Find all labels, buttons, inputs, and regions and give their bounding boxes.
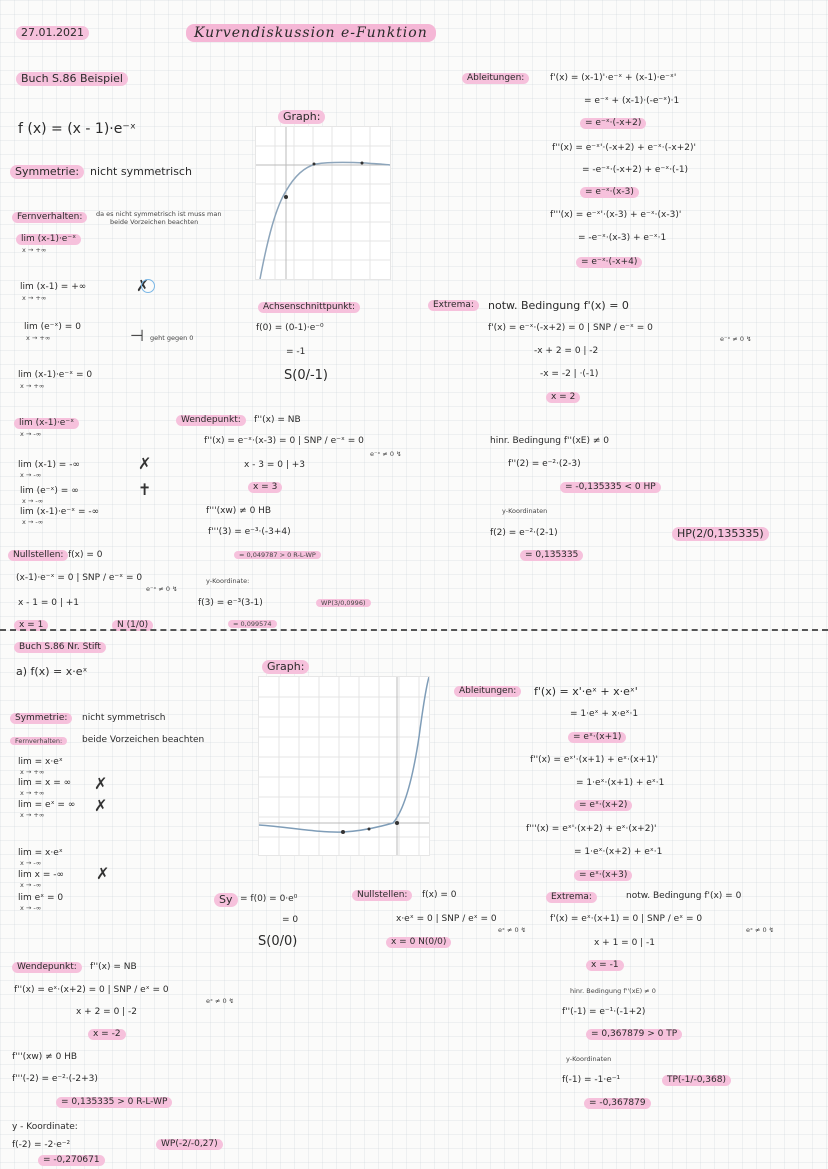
cross-mark-icon: ✗	[138, 454, 152, 473]
ext-2-line6: f''(-1) = e⁻¹·(-1+2)	[562, 1007, 646, 1017]
limit-3-note: geht gegen 0	[150, 334, 194, 342]
book-reference-1: Buch S.86 Beispiel	[16, 72, 128, 86]
abl-1-line6: = e⁻ˣ·(x-3)	[580, 187, 639, 198]
limit2-4-sub: x → -∞	[20, 859, 42, 867]
abl-1-line1: f'(x) = (x-1)'·e⁻ˣ + (x-1)·e⁻ˣ'	[550, 73, 677, 83]
extrema-label-1: Extrema:	[428, 300, 479, 311]
limit-4: lim (x-1)·e⁻ˣ = 0	[18, 370, 93, 380]
nullstellen-2-line2b: eˣ ≠ 0 ↯	[498, 926, 527, 934]
ext-1-line11: = 0,135335	[520, 550, 583, 561]
ext-2-line8: y-Koordinaten	[566, 1055, 612, 1063]
limit-5-sub: x → -∞	[20, 430, 42, 438]
wende-1-line7: = 0,049787 > 0 R-L-WP	[234, 551, 321, 559]
sy-label-2: Sy	[214, 893, 238, 907]
nullstellen-label-1: Nullstellen:	[8, 550, 68, 561]
ext-2-line7: = 0,367879 > 0 TP	[586, 1029, 682, 1040]
check-mark-icon: ✗	[136, 276, 150, 295]
limit2-3: lim = eˣ = ∞	[18, 800, 76, 810]
cross-mark-icon-4: ✗	[96, 864, 110, 883]
wende-1-result: WP(3/0,0996)	[316, 599, 371, 607]
wende-2-result: WP(-2/-0,27)	[156, 1139, 223, 1150]
achsen-1-line1: f(0) = (0-1)·e⁻⁰	[256, 323, 324, 333]
limit2-5: lim x = -∞	[18, 870, 64, 880]
limit-8-sub: x → -∞	[22, 518, 44, 526]
nullstellen-1-line4: x = 1	[14, 620, 48, 631]
circle-mark-icon	[141, 279, 155, 293]
nullstellen-1-line2: (x-1)·e⁻ˣ = 0 | SNP / e⁻ˣ = 0	[16, 573, 143, 583]
wendepunkt-label-2: Wendepunkt:	[12, 962, 82, 973]
wende-2-line6: f'''(-2) = e⁻²·(-2+3)	[12, 1074, 98, 1084]
wende-2-line10: = -0,270671	[38, 1155, 105, 1166]
abl-2-line6: = eˣ·(x+2)	[574, 800, 632, 811]
nullstellen-2-line3: x = 0 N(0/0)	[386, 937, 451, 948]
wende-2-line5: f'''(xw) ≠ 0 HB	[12, 1052, 78, 1062]
abl-2-line7: f'''(x) = eˣ'·(x+2) + eˣ·(x+2)'	[526, 824, 657, 834]
ext-2-line5: hinr. Bedingung f''(xE) ≠ 0	[570, 987, 656, 995]
abl-2-line5: = 1·eˣ·(x+1) + eˣ·1	[576, 778, 665, 788]
abl-2-line1: f'(x) = x'·eˣ + x·eˣ'	[534, 685, 638, 698]
ext-1-line3: -x + 2 = 0 | -2	[534, 346, 599, 356]
wende-1-line6: f'''(3) = e⁻³·(-3+4)	[208, 527, 291, 537]
ext-2-line2: f'(x) = eˣ·(x+1) = 0 | SNP / eˣ = 0	[550, 914, 703, 924]
fernverhalten-label-2: Fernverhalten:	[10, 737, 67, 745]
ext-1-line2b: e⁻ˣ ≠ 0 ↯	[720, 335, 752, 343]
fern-note-1b: beide Vorzeichen beachten	[110, 218, 199, 226]
ext-1-line2: f'(x) = e⁻ˣ·(-x+2) = 0 | SNP / e⁻ˣ = 0	[488, 323, 653, 333]
nullstellen-label-2: Nullstellen:	[352, 890, 412, 901]
ext-1-line5: x = 2	[546, 392, 580, 403]
limit-6: lim (x-1) = -∞	[18, 460, 80, 470]
ext-2-line1: notw. Bedingung f'(x) = 0	[626, 891, 742, 901]
wende-1-line4: x = 3	[248, 482, 282, 493]
fern-text-2: beide Vorzeichen beachten	[82, 735, 205, 745]
limit2-1-sub: x → +∞	[20, 768, 45, 776]
symmetry-text-1: nicht symmetrisch	[90, 165, 192, 178]
limit-1-sub: x → +∞	[22, 246, 47, 254]
abl-1-line2: = e⁻ˣ + (x-1)·(-e⁻ˣ)·1	[584, 96, 680, 106]
limit-8: lim (x-1)·e⁻ˣ = -∞	[20, 507, 100, 517]
limit-3: lim (e⁻ˣ) = 0	[24, 322, 81, 332]
abl-2-line9: = eˣ·(x+3)	[574, 870, 632, 881]
wende-1-line9: f(3) = e⁻³(3-1)	[198, 598, 263, 608]
limit2-5-sub: x → -∞	[20, 881, 42, 889]
limit2-6: lim eˣ = 0	[18, 893, 64, 903]
wendepunkt-label-1: Wendepunkt:	[176, 415, 246, 426]
book-reference-2: Buch S.86 Nr. Stift	[14, 642, 106, 653]
ext-1-line8: = -0,135335 < 0 HP	[560, 482, 661, 493]
achsen-1-line2: = -1	[286, 347, 306, 357]
section-divider	[0, 629, 828, 631]
abl-1-line8: = -e⁻ˣ·(x-3) + e⁻ˣ·1	[578, 233, 667, 243]
abl-1-line5: = -e⁻ˣ·(-x+2) + e⁻ˣ·(-1)	[582, 165, 689, 175]
wende-1-line8: y-Koordinate:	[206, 577, 250, 585]
wende-2-line1: f''(x) = NB	[90, 962, 137, 972]
ext-1-line6: hinr. Bedingung f''(xE) ≠ 0	[490, 436, 609, 446]
date: 27.01.2021	[16, 26, 89, 40]
abl-2-line3: = eˣ·(x+1)	[568, 732, 626, 743]
abl-1-line7: f'''(x) = e⁻ˣ'·(x-3) + e⁻ˣ·(x-3)'	[550, 210, 682, 220]
wende-1-line5: f'''(xw) ≠ 0 HB	[206, 506, 272, 516]
wende-2-line4: x = -2	[88, 1029, 126, 1040]
wende-2-line2: f''(x) = eˣ·(x+2) = 0 | SNP / eˣ = 0	[14, 985, 169, 995]
nullstellen-1-result: N (1/0)	[112, 620, 153, 631]
nullstellen-2-line1: f(x) = 0	[422, 890, 457, 900]
limit-7-sub: x → -∞	[22, 497, 44, 505]
limit2-3-sub: x → +∞	[20, 811, 45, 819]
sy-2-line1: = f(0) = 0·e⁰	[240, 894, 298, 904]
limit-6-sub: x → -∞	[20, 471, 42, 479]
function-2: a) f(x) = x·eˣ	[16, 665, 88, 678]
limit2-4: lim = x·eˣ	[18, 848, 63, 858]
extrema-label-2: Extrema:	[546, 892, 597, 903]
limit2-2: lim = x = ∞	[18, 778, 72, 788]
ext-2-line4: x = -1	[586, 960, 624, 971]
limit-4-sub: x → +∞	[20, 382, 45, 390]
ableitungen-label-2: Ableitungen:	[454, 686, 521, 697]
symmetry-label-1: Symmetrie:	[10, 165, 84, 179]
limit-3-sub: x → +∞	[26, 334, 51, 342]
graph-label-1: Graph:	[278, 110, 325, 124]
ext-1-line10: f(2) = e⁻²·(2-1)	[490, 528, 558, 538]
cross-mark-icon-3: ✗	[94, 796, 108, 815]
abl-1-line9: = e⁻ˣ·(-x+4)	[576, 257, 642, 268]
symmetry-label-2: Symmetrie:	[10, 713, 72, 724]
achsen-label-1: Achsenschnittpunkt:	[258, 302, 360, 313]
achsen-1-result: S(0/-1)	[284, 368, 329, 383]
nullstellen-1-line2b: e⁻ˣ ≠ 0 ↯	[146, 585, 178, 593]
ext-2-line2b: eˣ ≠ 0 ↯	[746, 926, 775, 934]
abl-2-line8: = 1·eˣ·(x+2) + eˣ·1	[574, 847, 663, 857]
ext-2-result: TP(-1/-0,368)	[662, 1075, 731, 1086]
nullstellen-1-line3: x - 1 = 0 | +1	[18, 598, 80, 608]
wende-1-line10: = 0,099574	[228, 620, 277, 628]
nullstellen-2-line2: x·eˣ = 0 | SNP / eˣ = 0	[396, 914, 497, 924]
ableitungen-label-1: Ableitungen:	[462, 73, 529, 84]
limit2-2-sub: x → +∞	[20, 789, 45, 797]
wende-1-line2b: e⁻ˣ ≠ 0 ↯	[370, 450, 402, 458]
wende-1-line2: f''(x) = e⁻ˣ·(x-3) = 0 | SNP / e⁻ˣ = 0	[204, 436, 364, 446]
ext-1-line7: f''(2) = e⁻²·(2-3)	[508, 459, 581, 469]
ext-2-line9: f(-1) = -1·e⁻¹	[562, 1075, 621, 1085]
abl-2-line2: = 1·eˣ + x·eˣ·1	[570, 709, 639, 719]
wende-2-line9: f(-2) = -2·e⁻²	[12, 1140, 71, 1150]
ext-1-result: HP(2/0,135335)	[672, 527, 769, 541]
limit-2: lim (x-1) = +∞	[20, 282, 87, 292]
ext-1-line1: notw. Bedingung f'(x) = 0	[488, 299, 629, 312]
symmetry-text-2: nicht symmetrisch	[82, 713, 166, 723]
limit2-6-sub: x → -∞	[20, 904, 42, 912]
ext-2-line3: x + 1 = 0 | -1	[594, 938, 656, 948]
sy-2-result: S(0/0)	[258, 934, 298, 949]
wende-2-line7: = 0,135335 > 0 R-L-WP	[56, 1097, 172, 1108]
limit-5: lim (x-1)·e⁻ˣ	[14, 418, 79, 429]
wende-1-line1: f''(x) = NB	[254, 415, 301, 425]
limit-7: lim (e⁻ˣ) = ∞	[20, 486, 79, 496]
fernverhalten-label-1: Fernverhalten:	[12, 212, 87, 223]
limit2-1: lim = x·eˣ	[18, 757, 63, 767]
wende-2-line8: y - Koordinate:	[12, 1122, 78, 1132]
graph-2	[258, 676, 430, 856]
nullstellen-1-line1: f(x) = 0	[68, 550, 103, 560]
abl-2-line4: f''(x) = eˣ'·(x+1) + eˣ·(x+1)'	[530, 755, 658, 765]
limit-1: lim (x-1)·e⁻ˣ	[16, 234, 81, 245]
function-1: f (x) = (x - 1)·e⁻ˣ	[18, 121, 136, 137]
ext-1-line9: y-Koordinaten	[502, 507, 548, 515]
abl-1-line4: f''(x) = e⁻ˣ'·(-x+2) + e⁻ˣ·(-x+2)'	[552, 143, 696, 153]
ext-1-line4: -x = -2 | ·(-1)	[540, 369, 599, 379]
ext-2-line11: = -0,367879	[584, 1098, 651, 1109]
limit-2-sub: x → +∞	[22, 294, 47, 302]
wende-2-line2b: eˣ ≠ 0 ↯	[206, 997, 235, 1005]
page-title: Kurvendiskussion e-Funktion	[186, 24, 436, 42]
graph-1	[255, 126, 391, 280]
plus-mark-icon: ⊣	[130, 326, 144, 345]
wende-1-line3: x - 3 = 0 | +3	[244, 460, 306, 470]
abl-1-line3: = e⁻ˣ·(-x+2)	[580, 118, 646, 129]
sy-2-line2: = 0	[282, 915, 299, 925]
cross-mark-icon-2: ✗	[94, 774, 108, 793]
fern-note-1a: da es nicht symmetrisch ist muss man	[96, 210, 222, 218]
graph-label-2: Graph:	[262, 660, 309, 674]
wende-2-line3: x + 2 = 0 | -2	[76, 1007, 138, 1017]
plus-mark-icon-2: ✝	[138, 480, 152, 499]
